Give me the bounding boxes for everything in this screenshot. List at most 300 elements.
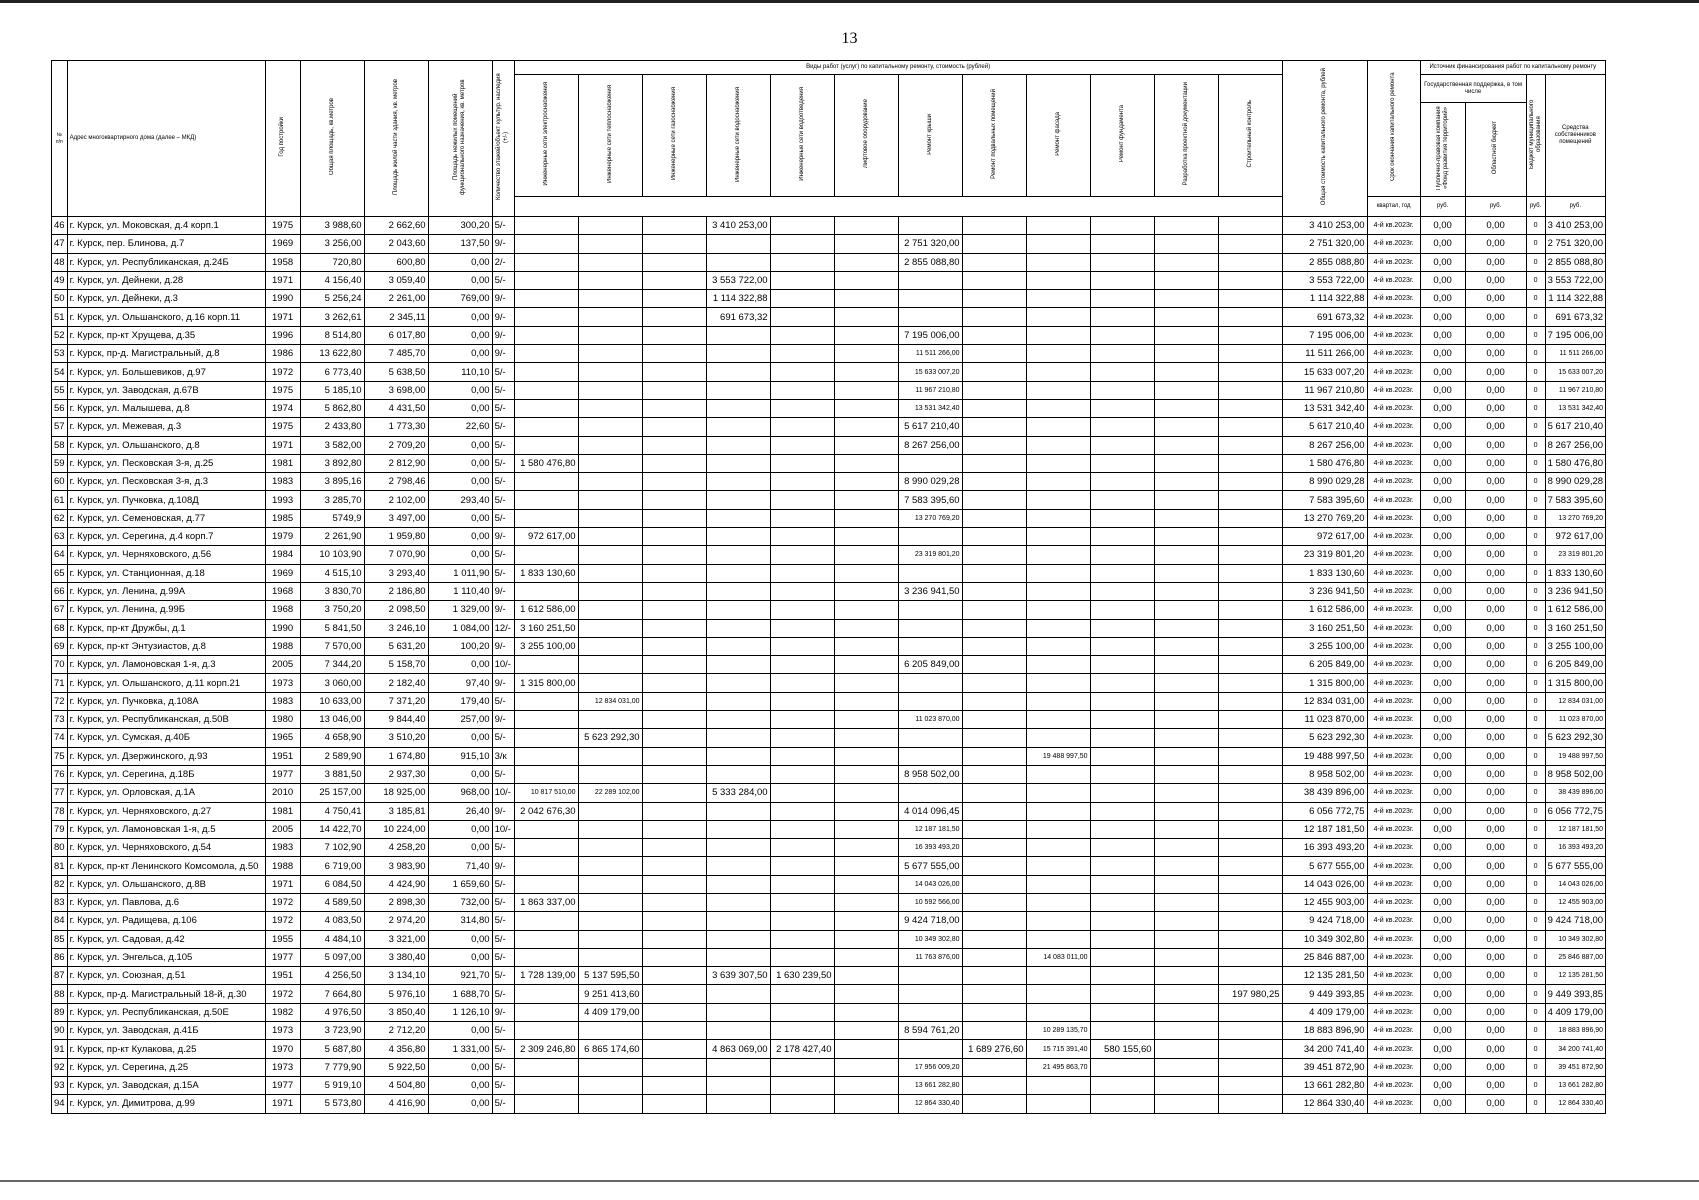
regional-cell: 0,00 [1465,528,1526,546]
work-cost-cell [578,930,642,948]
fund-cell: 0,00 [1420,601,1465,619]
row-number: 53 [52,345,68,363]
work-cost-cell [578,857,642,875]
address-cell: г. Курск, ул. Садовая, д.42 [67,930,265,948]
owners-cell: 12 187 181,50 [1545,820,1606,838]
row-number: 76 [52,765,68,783]
municipal-cell: 0 [1526,217,1545,235]
nonliving-area-cell: 0,00 [428,656,492,674]
work-cost-cell [1090,857,1154,875]
nonliving-area-cell: 0,00 [428,948,492,966]
total-cost-cell: 3 255 100,00 [1282,637,1367,655]
work-cost-cell [642,711,706,729]
year-cell: 1981 [265,454,300,472]
work-cost-cell [1154,948,1218,966]
work-cost-cell [514,308,578,326]
work-cost-cell [834,582,898,600]
work-cost-cell [514,985,578,1003]
deadline-cell: 4-й кв.2023г. [1367,656,1420,674]
nonliving-area-cell: 0,00 [428,326,492,344]
work-cost-cell [1090,1076,1154,1094]
work-cost-cell [1026,235,1090,253]
work-cost-cell [1090,290,1154,308]
work-cost-cell [514,235,578,253]
row-number: 46 [52,217,68,235]
living-area-cell: 5 976,10 [364,985,428,1003]
fund-cell: 0,00 [1420,1058,1465,1076]
regional-cell: 0,00 [1465,1058,1526,1076]
work-cost-cell [578,802,642,820]
total-cost-cell: 16 393 493,20 [1282,839,1367,857]
work-cost-cell [642,326,706,344]
row-number: 94 [52,1095,68,1113]
work-cost-cell [578,363,642,381]
owners-cell: 25 846 887,00 [1545,948,1606,966]
deadline-cell: 4-й кв.2023г. [1367,326,1420,344]
total-area-cell: 3 988,60 [300,217,364,235]
nonliving-area-cell: 0,00 [428,765,492,783]
municipal-cell: 0 [1526,784,1545,802]
year-cell: 1977 [265,1076,300,1094]
fund-cell: 0,00 [1420,912,1465,930]
work-cost-cell [1090,217,1154,235]
deadline-cell: 4-й кв.2023г. [1367,893,1420,911]
owners-cell: 4 409 179,00 [1545,1003,1606,1021]
living-area-cell: 3 246,10 [364,619,428,637]
work-cost-cell [706,1076,770,1094]
work-cost-cell [1218,711,1282,729]
work-cost-cell [1154,436,1218,454]
work-cost-cell [834,601,898,619]
work-cost-cell [770,454,834,472]
municipal-cell: 0 [1526,473,1545,491]
address-cell: г. Курск, ул. Заводская, д.41Б [67,1022,265,1040]
work-cost-cell [1090,912,1154,930]
nonliving-area-cell: 0,00 [428,473,492,491]
work-cost-cell [642,875,706,893]
fund-cell: 0,00 [1420,326,1465,344]
row-number: 63 [52,528,68,546]
work-cost-cell [834,1022,898,1040]
row-number: 82 [52,875,68,893]
work-cost-cell [706,363,770,381]
fund-cell: 0,00 [1420,637,1465,655]
deadline-cell: 4-й кв.2023г. [1367,857,1420,875]
year-cell: 1958 [265,253,300,271]
work-cost-cell [770,765,834,783]
work-cost-cell [962,674,1026,692]
fund-cell: 0,00 [1420,747,1465,765]
table-row [52,235,1606,253]
table-row [52,1095,1606,1113]
work-cost-cell [578,820,642,838]
owners-cell: 3 236 941,50 [1545,582,1606,600]
work-cost-cell [770,619,834,637]
floors-cell: 2/- [492,253,514,271]
fund-cell: 0,00 [1420,399,1465,417]
work-cost-cell [578,839,642,857]
deadline-cell: 4-й кв.2023г. [1367,253,1420,271]
owners-cell: 13 270 769,20 [1545,509,1606,527]
work-cost-cell [834,326,898,344]
work-cost-cell [1218,528,1282,546]
work-cost-cell [770,1058,834,1076]
unit-fund: руб. [1420,197,1465,217]
fund-cell: 0,00 [1420,363,1465,381]
total-area-cell: 3 256,00 [300,235,364,253]
address-cell: г. Курск, ул. Ленина, д.99А [67,582,265,600]
nonliving-area-cell: 1 011,90 [428,564,492,582]
total-area-cell: 7 779,90 [300,1058,364,1076]
work-cost-cell: 2 751 320,00 [898,235,962,253]
work-cost-cell [1218,509,1282,527]
work-cost-cell [1090,729,1154,747]
row-number: 52 [52,326,68,344]
total-area-cell: 2 589,90 [300,747,364,765]
work-cost-cell [706,1003,770,1021]
work-cost-cell: 10 817 510,00 [514,784,578,802]
total-cost-cell: 5 617 210,40 [1282,418,1367,436]
owners-cell: 39 451 872,90 [1545,1058,1606,1076]
work-cost-cell [642,967,706,985]
row-number: 65 [52,564,68,582]
work-cost-cell [1090,235,1154,253]
work-cost-cell [898,528,962,546]
work-cost-cell [642,674,706,692]
work-cost-cell [962,601,1026,619]
row-number: 73 [52,711,68,729]
floors-cell: 5/- [492,893,514,911]
living-area-cell: 3 983,90 [364,857,428,875]
fund-cell: 0,00 [1420,1040,1465,1058]
work-cost-cell [962,857,1026,875]
total-area-cell: 5 862,80 [300,399,364,417]
living-area-cell: 2 102,00 [364,491,428,509]
deadline-cell: 4-й кв.2023г. [1367,418,1420,436]
deadline-cell: 4-й кв.2023г. [1367,619,1420,637]
work-cost-cell [1218,637,1282,655]
table-row [52,290,1606,308]
work-cost-cell [1026,290,1090,308]
work-cost-cell [834,253,898,271]
work-cost-cell: 14 043 026,00 [898,875,962,893]
work-cost-cell [1090,784,1154,802]
table-row [52,729,1606,747]
work-cost-cell [1218,1040,1282,1058]
row-number: 69 [52,637,68,655]
regional-cell: 0,00 [1465,930,1526,948]
table-row [52,1076,1606,1094]
work-cost-cell [706,637,770,655]
work-cost-cell [834,271,898,289]
year-cell: 2005 [265,820,300,838]
work-cost-cell [1154,326,1218,344]
work-cost-cell [770,893,834,911]
work-cost-cell [578,418,642,436]
total-area-cell: 13 622,80 [300,345,364,363]
work-cost-cell [962,345,1026,363]
work-cost-cell [1090,399,1154,417]
deadline-cell: 4-й кв.2023г. [1367,765,1420,783]
regional-cell: 0,00 [1465,454,1526,472]
table-row [52,582,1606,600]
table-row [52,564,1606,582]
work-cost-cell [706,235,770,253]
work-cost-cell [898,985,962,1003]
work-cost-cell [1026,491,1090,509]
work-cost-cell [1026,619,1090,637]
work-cost-cell [1218,948,1282,966]
work-cost-cell [962,326,1026,344]
deadline-cell: 4-й кв.2023г. [1367,674,1420,692]
work-cost-cell: 972 617,00 [514,528,578,546]
work-cost-cell: 3 553 722,00 [706,271,770,289]
work-cost-cell [834,765,898,783]
living-area-cell: 2 182,40 [364,674,428,692]
municipal-cell: 0 [1526,326,1545,344]
work-cost-cell [642,454,706,472]
municipal-cell: 0 [1526,637,1545,655]
work-cost-cell [514,582,578,600]
work-cost-cell [514,747,578,765]
work-cost-cell [642,784,706,802]
work-cost-cell [1218,564,1282,582]
municipal-cell: 0 [1526,1022,1545,1040]
owners-cell: 11 023 870,00 [1545,711,1606,729]
floors-cell: 5/- [492,546,514,564]
regional-cell: 0,00 [1465,473,1526,491]
owners-cell: 10 349 302,80 [1545,930,1606,948]
year-cell: 1972 [265,893,300,911]
deadline-cell: 4-й кв.2023г. [1367,454,1420,472]
work-cost-cell [1218,345,1282,363]
row-number: 79 [52,820,68,838]
total-cost-cell: 12 834 031,00 [1282,692,1367,710]
deadline-cell: 4-й кв.2023г. [1367,363,1420,381]
work-cost-cell [1154,491,1218,509]
work-cost-cell [514,418,578,436]
work-cost-cell [1090,1022,1154,1040]
nonliving-area-cell: 110,10 [428,363,492,381]
work-cost-cell [514,217,578,235]
work-cost-cell [962,491,1026,509]
owners-cell: 16 393 493,20 [1545,839,1606,857]
work-cost-cell [770,363,834,381]
work-cost-cell [898,747,962,765]
total-area-cell: 6 084,50 [300,875,364,893]
living-area-cell: 600,80 [364,253,428,271]
owners-cell: 5 677 555,00 [1545,857,1606,875]
work-cost-cell [962,1058,1026,1076]
total-cost-cell: 13 661 282,80 [1282,1076,1367,1094]
work-cost-cell [1026,1095,1090,1113]
floors-cell: 5/- [492,1095,514,1113]
work-cost-cell: 10 289 135,70 [1026,1022,1090,1040]
regional-cell: 0,00 [1465,912,1526,930]
nonliving-area-cell: 0,00 [428,729,492,747]
table-row [52,802,1606,820]
work-cost-cell [834,491,898,509]
owners-cell: 12 455 903,00 [1545,893,1606,911]
year-cell: 1993 [265,491,300,509]
living-area-cell: 2 345,11 [364,308,428,326]
col-work-supervision-header: Строительный контроль [1218,75,1282,197]
fund-cell: 0,00 [1420,985,1465,1003]
work-cost-cell [962,418,1026,436]
total-area-cell: 4 256,50 [300,967,364,985]
work-cost-cell [514,1095,578,1113]
work-cost-cell [1026,930,1090,948]
owners-cell: 12 864 330,40 [1545,1095,1606,1113]
work-cost-cell [642,1095,706,1113]
work-cost-cell [1218,436,1282,454]
work-cost-cell [1218,857,1282,875]
deadline-cell: 4-й кв.2023г. [1367,491,1420,509]
work-cost-cell [1154,875,1218,893]
owners-cell: 1 833 130,60 [1545,564,1606,582]
work-cost-cell [706,820,770,838]
work-cost-cell [834,308,898,326]
municipal-cell: 0 [1526,674,1545,692]
total-cost-cell: 2 855 088,80 [1282,253,1367,271]
nonliving-area-cell: 0,00 [428,839,492,857]
work-cost-cell [514,253,578,271]
fund-cell: 0,00 [1420,656,1465,674]
work-cost-cell [706,948,770,966]
living-area-cell: 4 424,90 [364,875,428,893]
work-cost-cell [1026,308,1090,326]
work-cost-cell [1218,839,1282,857]
owners-cell: 7 583 395,60 [1545,491,1606,509]
living-area-cell: 5 922,50 [364,1058,428,1076]
total-cost-cell: 6 205 849,00 [1282,656,1367,674]
total-area-cell: 5 841,50 [300,619,364,637]
year-cell: 1974 [265,399,300,417]
row-number: 81 [52,857,68,875]
work-cost-cell [1154,582,1218,600]
address-cell: г. Курск, ул. Малышева, д.8 [67,399,265,417]
living-area-cell: 2 798,46 [364,473,428,491]
floors-cell: 5/- [492,765,514,783]
work-cost-cell [578,235,642,253]
regional-cell: 0,00 [1465,839,1526,857]
work-cost-cell [706,399,770,417]
work-cost-cell [706,930,770,948]
fund-cell: 0,00 [1420,491,1465,509]
table-row [52,326,1606,344]
address-cell: г. Курск, ул. Республиканская, д.50Е [67,1003,265,1021]
work-cost-cell [834,1040,898,1058]
work-cost-cell [1090,436,1154,454]
deadline-cell: 4-й кв.2023г. [1367,217,1420,235]
regional-cell: 0,00 [1465,399,1526,417]
regional-cell: 0,00 [1465,784,1526,802]
work-cost-cell [642,637,706,655]
work-cost-cell [1026,546,1090,564]
work-cost-cell [898,619,962,637]
work-cost-cell [1154,637,1218,655]
work-cost-cell [1090,637,1154,655]
work-cost-cell [1090,582,1154,600]
total-cost-cell: 19 488 997,50 [1282,747,1367,765]
work-cost-cell [770,839,834,857]
total-cost-cell: 8 958 502,00 [1282,765,1367,783]
living-area-cell: 2 974,20 [364,912,428,930]
work-cost-cell [706,711,770,729]
floors-cell: 9/- [492,345,514,363]
work-cost-cell [770,637,834,655]
deadline-cell: 4-й кв.2023г. [1367,802,1420,820]
table-row [52,967,1606,985]
work-cost-cell [834,436,898,454]
address-cell: г. Курск, ул. Союзная, д.51 [67,967,265,985]
work-cost-cell: 1 580 476,80 [514,454,578,472]
work-cost-cell [962,729,1026,747]
work-cost-cell [770,857,834,875]
total-cost-cell: 3 553 722,00 [1282,271,1367,289]
work-cost-cell [642,509,706,527]
work-cost-cell [706,436,770,454]
work-cost-cell [1154,784,1218,802]
work-cost-cell: 10 349 302,80 [898,930,962,948]
work-cost-cell [1154,399,1218,417]
total-cost-cell: 38 439 896,00 [1282,784,1367,802]
work-cost-cell [1154,674,1218,692]
deadline-cell: 4-й кв.2023г. [1367,912,1420,930]
work-cost-cell [1090,473,1154,491]
total-area-cell: 4 658,90 [300,729,364,747]
year-cell: 1971 [265,271,300,289]
nonliving-area-cell: 293,40 [428,491,492,509]
scan-top-edge [0,0,1699,3]
floors-cell: 5/- [492,1058,514,1076]
total-cost-cell: 11 511 266,00 [1282,345,1367,363]
table-row [52,1022,1606,1040]
work-cost-cell [1090,967,1154,985]
work-cost-cell [962,985,1026,1003]
work-cost-cell [1218,893,1282,911]
work-cost-cell [770,345,834,363]
regional-cell: 0,00 [1465,985,1526,1003]
work-cost-cell [1090,747,1154,765]
work-cost-cell [1154,564,1218,582]
fund-cell: 0,00 [1420,546,1465,564]
work-cost-cell [1154,912,1218,930]
work-cost-cell [962,271,1026,289]
col-municipal-header: Бюджет муниципального образования [1526,75,1545,197]
work-cost-cell [1218,308,1282,326]
living-area-cell: 3 698,00 [364,381,428,399]
nonliving-area-cell: 300,20 [428,217,492,235]
fund-cell: 0,00 [1420,765,1465,783]
col-work-water-header: Инженерные сети водоснабжения [706,75,770,197]
living-area-cell: 3 059,40 [364,271,428,289]
table-row [52,509,1606,527]
work-cost-cell [514,692,578,710]
work-cost-cell: 8 958 502,00 [898,765,962,783]
work-cost-cell [1026,784,1090,802]
nonliving-area-cell: 0,00 [428,399,492,417]
floors-cell: 5/- [492,967,514,985]
municipal-cell: 0 [1526,381,1545,399]
address-cell: г. Курск, ул. Черняховского, д.27 [67,802,265,820]
floors-cell: 9/- [492,857,514,875]
deadline-cell: 4-й кв.2023г. [1367,436,1420,454]
work-cost-cell [1154,363,1218,381]
work-cost-cell [706,601,770,619]
deadline-cell: 4-й кв.2023г. [1367,399,1420,417]
work-cost-cell [1026,967,1090,985]
